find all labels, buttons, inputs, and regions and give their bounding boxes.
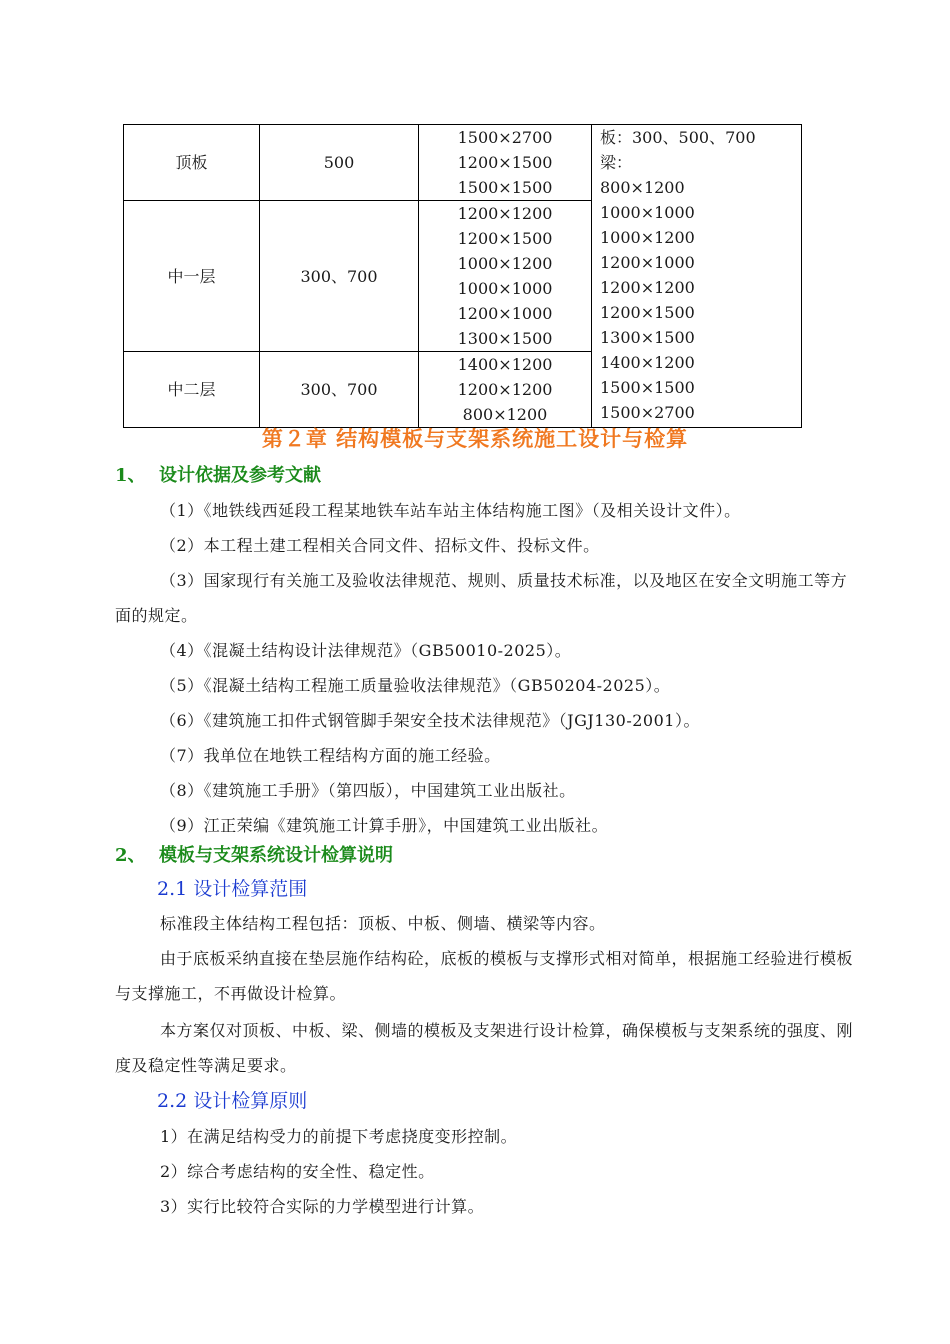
- paragraph: 标准段主体结构工程包括：顶板、中板、侧墙、横梁等内容。: [160, 914, 606, 933]
- row-thickness: 500: [260, 125, 419, 201]
- row-sizes: [419, 201, 592, 352]
- summary-line: 1500×1500: [600, 378, 695, 397]
- summary-line: 1300×1500: [600, 328, 695, 347]
- section-number: 1、: [115, 465, 146, 486]
- reference-item: （1）《地铁线西延段工程某地铁车站车站主体结构施工图》（及相关设计文件）。: [160, 501, 741, 520]
- chapter-title: 第２章 结构模板与支架系统施工设计与检算: [261, 426, 689, 451]
- summary-line: 1200×1000: [600, 253, 695, 272]
- summary-line: 1500×2700: [600, 403, 695, 422]
- size-value: 1500×1500: [457, 178, 553, 197]
- summary-line: 800×1200: [600, 178, 685, 197]
- table-row: [124, 125, 802, 201]
- size-value: 1200×1000: [457, 304, 553, 323]
- row-name: 中二层: [124, 352, 260, 428]
- reference-item: （4）《混凝土结构设计法律规范》（GB50010-2025）。: [160, 641, 572, 660]
- size-value: 1000×1200: [457, 254, 553, 273]
- size-value: 1500×2700: [457, 128, 553, 147]
- reference-item: （3）国家现行有关施工及验收法律规范、规则、质量技术标准，以及地区在安全文明施工等方面的规定。: [115, 571, 848, 625]
- subsection-2-2-heading: 2.2 设计检算原则: [157, 1090, 308, 1112]
- row-name: 顶板: [124, 125, 260, 201]
- subsection-2-1-heading: 2.1 设计检算范围: [157, 878, 308, 900]
- section-1-heading: [115, 462, 321, 490]
- size-value: 1400×1200: [457, 355, 553, 374]
- section-title: 设计依据及参考文献: [159, 465, 321, 486]
- summary-line: 1200×1500: [600, 303, 695, 322]
- summary-line: 1200×1200: [600, 278, 695, 297]
- summary-line: 1000×1000: [600, 203, 695, 222]
- formwork-spec-table: [123, 124, 802, 428]
- section-2-heading: [115, 842, 393, 870]
- summary-line: 1000×1200: [600, 228, 695, 247]
- reference-item: （7）我单位在地铁工程结构方面的施工经验。: [160, 746, 501, 765]
- paragraph: 1）在满足结构受力的前提下考虑挠度变形控制。: [160, 1127, 518, 1146]
- reference-item: （8）《建筑施工手册》（第四版），中国建筑工业出版社。: [160, 781, 576, 800]
- section-number: 2、: [115, 845, 146, 866]
- summary-cell: [592, 125, 802, 428]
- size-value: 1200×1200: [457, 380, 553, 399]
- paragraph: 3）实行比较符合实际的力学模型进行计算。: [160, 1197, 485, 1216]
- size-value: 1200×1200: [457, 204, 553, 223]
- size-value: 800×1200: [462, 405, 548, 424]
- row-thickness: 300、700: [260, 201, 419, 352]
- size-value: 1000×1000: [457, 279, 553, 298]
- reference-item: （2）本工程土建工程相关合同文件、招标文件、投标文件。: [160, 536, 600, 555]
- paragraph: 本方案仅对顶板、中板、梁、侧墙的模板及支架进行设计检算，确保模板与支架系统的强度、刚度及稳定性等满足要求。: [115, 1021, 854, 1075]
- summary-line: 梁：: [600, 153, 633, 172]
- size-value: 1200×1500: [457, 229, 553, 248]
- row-thickness: 300、700: [260, 352, 419, 428]
- row-sizes: [419, 125, 592, 201]
- paragraph: 由于底板采纳直接在垫层施作结构砼，底板的模板与支撑形式相对简单，根据施工经验进行模板与支撑施工，不再做设计检算。: [115, 949, 854, 1003]
- reference-item: （5）《混凝土结构工程施工质量验收法律规范》（GB50204-2025）。: [160, 676, 671, 695]
- paragraph: 2）综合考虑结构的安全性、稳定性。: [160, 1162, 435, 1181]
- reference-item: （9）江正荣编《建筑施工计算手册》，中国建筑工业出版社。: [160, 816, 609, 835]
- row-sizes: [419, 352, 592, 428]
- size-value: 1200×1500: [457, 153, 553, 172]
- size-value: 1300×1500: [457, 329, 553, 348]
- summary-line: 板：300、500、700: [600, 128, 756, 147]
- row-name: 中一层: [124, 201, 260, 352]
- section-title: 模板与支架系统设计检算说明: [159, 845, 393, 866]
- summary-line: 1400×1200: [600, 353, 695, 372]
- reference-item: （6）《建筑施工扣件式钢管脚手架安全技术法律规范》（JGJ130-2001）。: [160, 711, 700, 730]
